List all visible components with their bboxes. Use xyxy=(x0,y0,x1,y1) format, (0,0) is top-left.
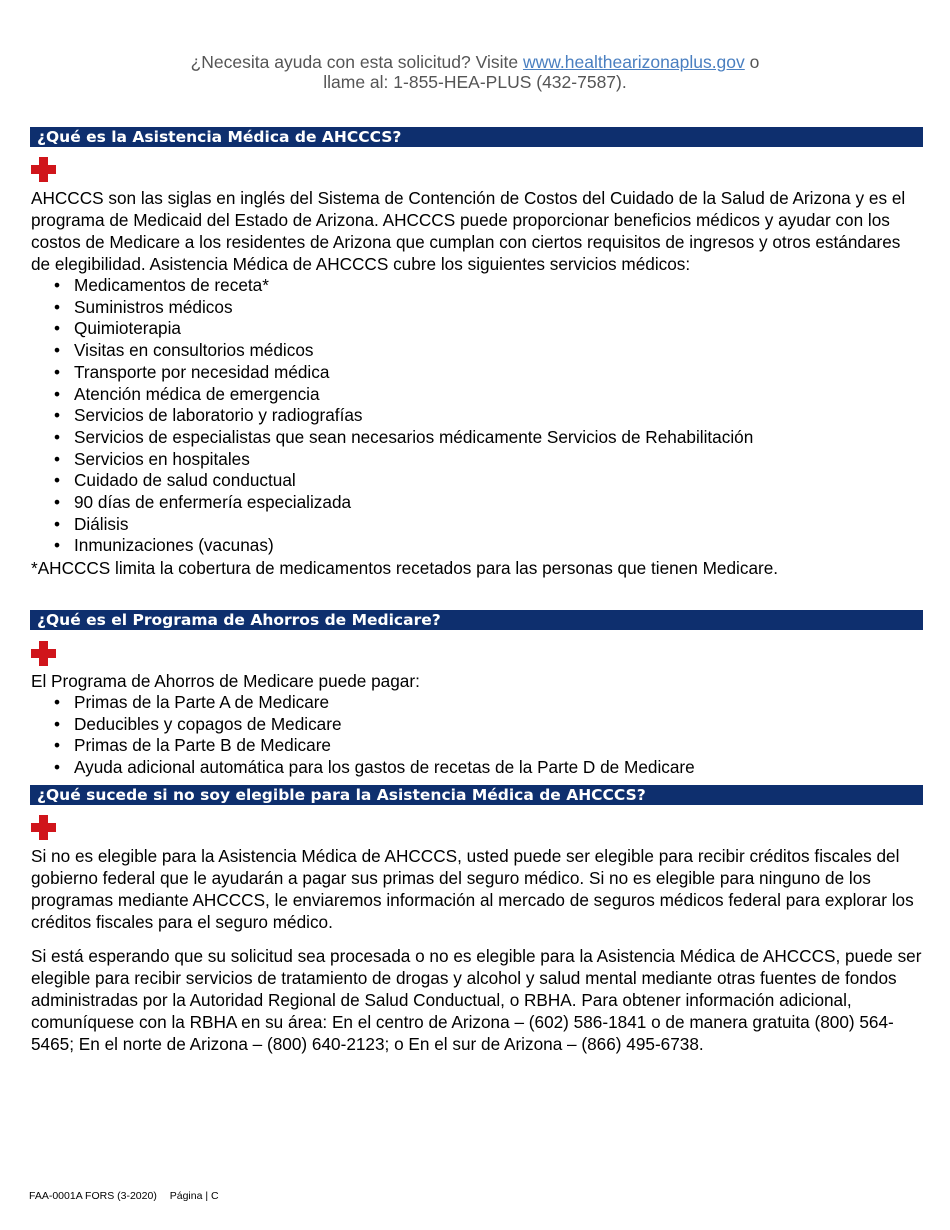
website-link[interactable]: www.healthearizonaplus.gov xyxy=(522,52,745,72)
list-item: • Servicios de laboratorio y radiografías xyxy=(31,405,923,427)
list-item: • Transporte por necesidad médica xyxy=(31,362,923,384)
list-item: • Cuidado de salud conductual xyxy=(31,470,923,492)
section-body-medicare-savings xyxy=(31,670,923,779)
help-text-or: o xyxy=(749,52,760,72)
red-cross-icon xyxy=(31,815,56,840)
medicare-footnote: *AHCCCS limita la cobertura de medicamentos recetados para las personas que tienen Medicare. xyxy=(31,558,779,579)
ahcccs-description: AHCCCS son las siglas en inglés del Sistema de Contención de Costos del Cuidado de la Salud de Arizona y es el programa de Medicaid del Estado de Arizona. AHCCCS puede proporcionar beneficios médicos y ayudar con los costos de Medicare a los residentes de Arizona que cumplan con ciertos requisitos de ingresos y otros estándares de elegibilidad. Asistencia Médica de AHCCCS cubre los siguientes servicios médicos: xyxy=(31,188,906,274)
rbha-paragraph: Si está esperando que su solicitud sea procesada o no es elegible para la Asistencia Médica de AHCCCS, puede ser elegible para recibir servicios de tratamiento de drogas y alcohol y salud mental mediante otras fuentes de fondos administradas por la Autoridad Regional de Salud Conductual, o RBHA. Para obtener información adicional, comuníquese con la RBHA en su área: En el centro de Arizona – (602) 586-1841 o de manera gratuita (800) 564-5465; En el norte de Arizona – (800) 640-2123; o En el sur de Arizona – (866) 495-6738. xyxy=(31,946,922,1054)
page-number: Página | C xyxy=(169,1190,219,1202)
red-cross-icon xyxy=(31,157,56,182)
medicare-savings-intro: El Programa de Ahorros de Medicare puede pagar: xyxy=(31,671,420,691)
medicare-savings-list xyxy=(31,692,923,779)
list-item: • Primas de la Parte B de Medicare xyxy=(31,735,923,757)
list-item: • Servicios de especialistas que sean necesarios médicamente Servicios de Rehabilitación xyxy=(31,427,923,449)
list-item: • 90 días de enfermería especializada xyxy=(31,492,923,514)
section-heading-ahcccs: ¿Qué es la Asistencia Médica de AHCCCS? xyxy=(30,127,923,147)
list-item: • Ayuda adicional automática para los gastos de recetas de la Parte D de Medicare xyxy=(31,757,923,779)
list-item: • Deducibles y copagos de Medicare xyxy=(31,714,923,736)
red-cross-icon xyxy=(31,641,56,666)
list-item: • Medicamentos de receta* xyxy=(31,275,923,297)
tax-credits-paragraph: Si no es elegible para la Asistencia Médica de AHCCCS, usted puede ser elegible para recibir créditos fiscales del gobierno federal que le ayudarán a pagar sus primas del seguro médico. Si no es elegible para ninguno de los programas mediante AHCCCS, le enviaremos información al mercado de seguros médicos federal para explorar los créditos fiscales para el seguro médico. xyxy=(31,846,914,932)
services-list xyxy=(31,275,923,557)
form-id: FAA-0001A FORS (3-2020) xyxy=(29,1190,157,1202)
section-heading-medicare-savings: ¿Qué es el Programa de Ahorros de Medicare? xyxy=(30,610,923,630)
list-item: • Inmunizaciones (vacunas) xyxy=(31,535,923,557)
section-heading-not-eligible: ¿Qué sucede si no soy elegible para la Asistencia Médica de AHCCCS? xyxy=(30,785,923,805)
help-phone: llame al: 1-855-HEA-PLUS (432-7587). xyxy=(323,72,627,92)
list-item: • Primas de la Parte A de Medicare xyxy=(31,692,923,714)
list-item: • Diálisis xyxy=(31,514,923,536)
help-notice xyxy=(0,52,950,92)
section-body-ahcccs xyxy=(31,187,923,579)
list-item: • Suministros médicos xyxy=(31,297,923,319)
list-item: • Atención médica de emergencia xyxy=(31,384,923,406)
page-footer xyxy=(29,1190,219,1202)
section-body-not-eligible xyxy=(31,845,923,1055)
list-item: • Quimioterapia xyxy=(31,318,923,340)
help-text: ¿Necesita ayuda con esta solicitud? Visite xyxy=(190,52,519,72)
list-item: • Visitas en consultorios médicos xyxy=(31,340,923,362)
list-item: • Servicios en hospitales xyxy=(31,449,923,471)
